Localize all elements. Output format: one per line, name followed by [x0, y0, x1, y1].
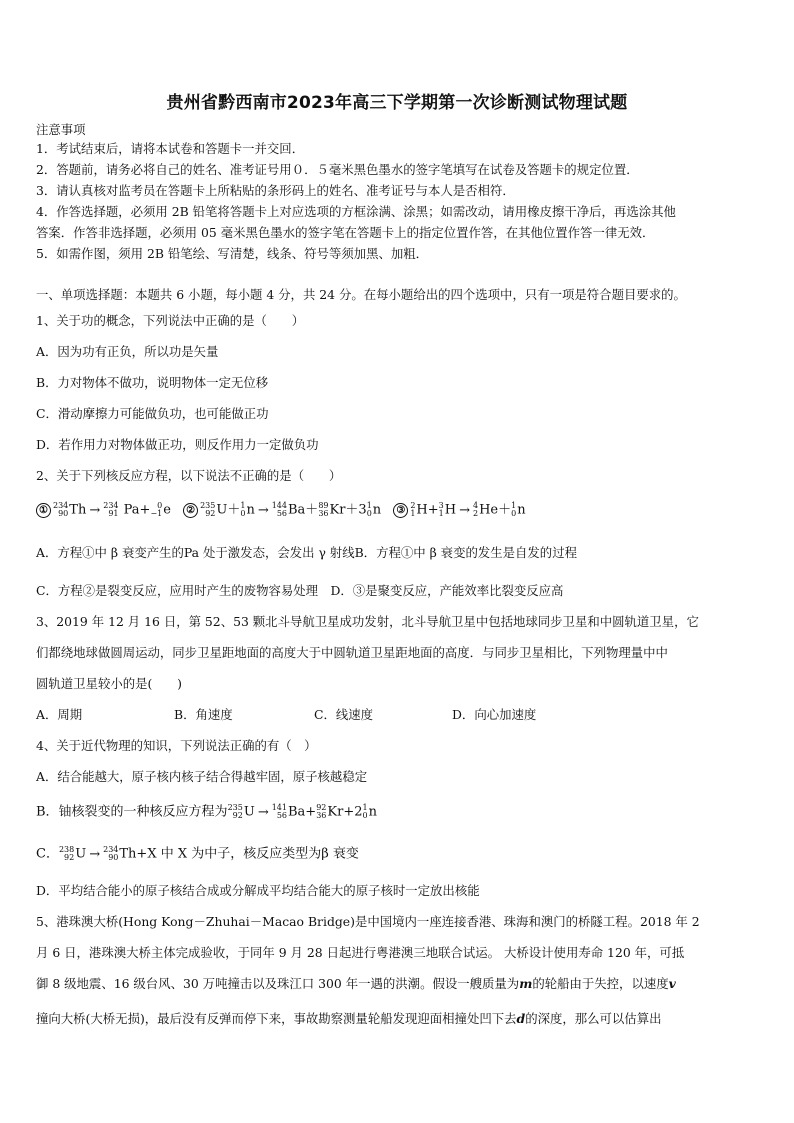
- q4-option-b: B．铀核裂变的一种核反应方程为 235 92 U → 141 56 Ba+ 92 36 Kr+2 1 0 n: [36, 803, 377, 820]
- q5-line-4-text-a: 撞向大桥(大桥无损)，最后没有反弹而停下来，事故勘察测量轮船发现迎面相撞处凹下去: [36, 1011, 517, 1026]
- q4-option-a: A．结合能越大，原子核内核子结合得越牢固，原子核越稳定: [36, 769, 368, 784]
- q4-option-c-label: C．: [36, 846, 59, 862]
- q5-line-3-text-a: 御 8 级地震、16 级台风、30 万吨撞击以及珠江口 300 年一遇的洪潮。假设一艘质量为: [36, 976, 520, 991]
- section-header: 一、单项选择题：本题共 6 小题，每小题 4 分，共 24 分。在每小题给出的四个选项中，只有一项是符合题目要求的。: [36, 287, 686, 302]
- q4-option-b-text: B．铀核裂变的一种核反应方程为: [36, 804, 228, 820]
- q1-option-b: B．力对物体不做功，说明物体一定无位移: [36, 375, 269, 390]
- q3-option-a: A．周期: [36, 707, 83, 722]
- q2-stem: 2、关于下列核反应方程，以下说法不正确的是（ ）: [36, 468, 342, 483]
- q3-line-2: 们都绕地球做圆周运动，同步卫星距地面的高度大于中圆轨道卫星距地面的高度．与同步卫星相比，下列物理量中中: [36, 645, 668, 660]
- q2-option-ab: A．方程①中 β 衰变产生的Pa 处于激发态，会发出 γ 射线B．方程①中 β 衰变的发生是自发的过程: [36, 545, 577, 560]
- q5-line-4: [36, 1011, 758, 1027]
- q5-depth-symbol: d: [516, 1011, 526, 1026]
- note-3: 3．请认真核对监考员在答题卡上所粘贴的条形码上的姓名、准考证号与本人是否相符．: [36, 183, 515, 198]
- eq2-label: ②: [183, 503, 198, 518]
- q3-option-c: C．线速度: [314, 707, 374, 722]
- q2-equations: ① 234 90 Th → 234 91 Pa+ 0 −1 e ② 235 92 U＋ 1 0 n → 144 56 Ba＋ 89 36 Kr＋3 1 0 n ③ 2 1 H+ 3 1 H → 4 2 He＋ 1 0 n: [36, 502, 758, 519]
- q5-line-2: 月 6 日，港珠澳大桥主体完成验收，于同年 9 月 28 日起进行粤港澳三地联合试运。 大桥设计使用寿命 120 年，可抵: [36, 945, 685, 960]
- page-title: 贵州省黔西南市2023年高三下学期第一次诊断测试物理试题: [166, 93, 628, 113]
- q5-line-3: [36, 976, 758, 992]
- q2-option-cd: C．方程②是裂变反应，应用时产生的废物容易处理 D．③是聚变反应，产能效率比裂变反应高: [36, 583, 564, 598]
- q3-line-3: 圆轨道卫星较小的是( ): [36, 676, 182, 691]
- q3-line-1: 3、2019 年 12 月 16 日，第 52、53 颗北斗导航卫星成功发射，北斗导航卫星中包括地球同步卫星和中圆轨道卫星，它: [36, 614, 699, 629]
- q5-line-3-text-b: 的轮船由于失控，以速度: [532, 976, 669, 991]
- note-2: 2．答题前，请务必将自己的姓名、准考证号用０．５毫米黑色墨水的签字笔填写在试卷及答题卡的规定位置．: [36, 162, 639, 177]
- note-4-cont: 答案．作答非选择题，必须用 05 毫米黑色墨水的签字笔在答题卡上的指定位置作答，在其他位置作答一律无效．: [36, 225, 655, 240]
- eq1-label: ①: [36, 503, 51, 518]
- q1-option-a: A．因为功有正负，所以功是矢量: [36, 344, 219, 359]
- q5-line-1: 5、港珠澳大桥(Hong Kong－Zhuhai－Macao Bridge)是中国境内一座连接香港、珠海和澳门的桥隧工程。2018 年 2: [36, 914, 700, 929]
- q5-mass-symbol: m: [519, 976, 533, 991]
- q3-options: [36, 707, 758, 723]
- eq3-label: ③: [393, 503, 408, 518]
- q4-stem: 4、关于近代物理的知识，下列说法正确的有（ ）: [36, 738, 317, 753]
- q1-option-d: D．若作用力对物体做正功，则反作用力一定做负功: [36, 437, 319, 452]
- q3-option-b: B．角速度: [174, 707, 233, 722]
- q5-velocity-symbol: v: [668, 976, 676, 991]
- q3-option-d: D．向心加速度: [452, 707, 537, 722]
- note-1: 1．考试结束后，请将本试卷和答题卡一并交回．: [36, 141, 305, 156]
- q4-option-c: C． 238 92 U → 234 90 Th+X 中 X 为中子，核反应类型为β 衰变: [36, 845, 359, 862]
- q4-option-c-text: 中 X 为中子，核反应类型为β 衰变: [160, 846, 359, 862]
- note-4: 4．作答选择题，必须用 2B 铅笔将答题卡上对应选项的方框涂满、涂黑；如需改动，请用橡皮擦干净后，再选涂其他: [36, 204, 676, 219]
- q5-line-4-text-b: 的深度，那么可以估算出: [525, 1011, 662, 1026]
- q1-option-c: C．滑动摩擦力可能做负功，也可能做正功: [36, 406, 269, 421]
- notes-header: 注意事项: [36, 122, 86, 137]
- q1-stem: 1、关于功的概念，下列说法中正确的是（ ）: [36, 313, 305, 328]
- q4-option-d: D．平均结合能小的原子核结合成或分解成平均结合能大的原子核时一定放出核能: [36, 883, 480, 898]
- note-5: 5．如需作图，须用 2B 铅笔绘、写清楚，线条、符号等须加黑、加粗．: [36, 246, 429, 261]
